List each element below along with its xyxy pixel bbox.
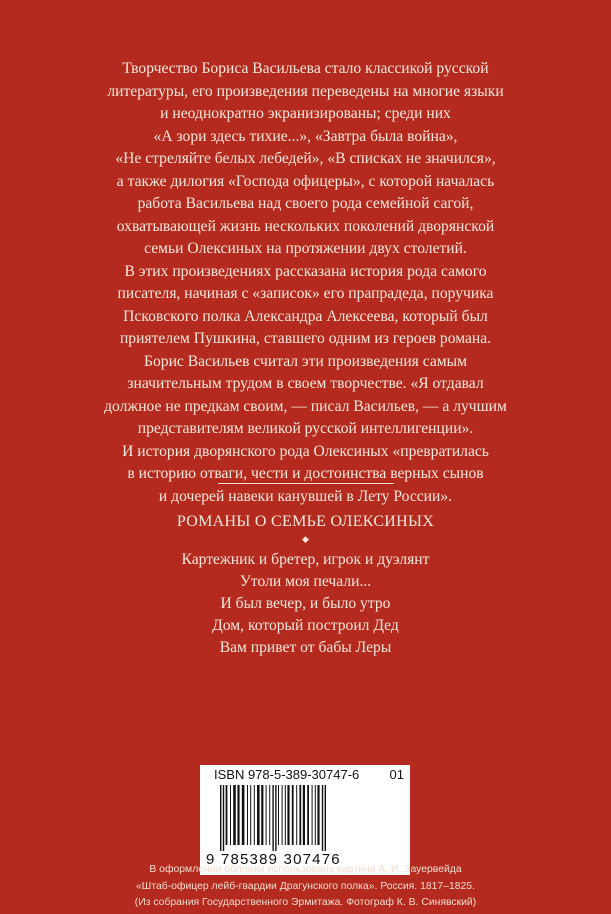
annotation-line: значительным трудом в своем творчестве. «Я отдавал (127, 375, 484, 392)
annotation-line: Творчество Бориса Васильева стало классикой русской (122, 60, 489, 77)
isbn-addon: 01 (389, 767, 404, 782)
annotation-line: писателя, начиная с «записок» его прапрадеда, поручика (117, 285, 494, 302)
credit-line: (Из собрания Государственного Эрмитажа. Фотограф К. В. Синявский) (134, 897, 477, 908)
annotation-line: «А зори здесь тихие...», «Завтра была война», (153, 127, 458, 145)
cover-credits (0, 862, 611, 912)
novel-title: Картежник и бретер, игрок и дуэлянт (181, 551, 430, 568)
annotation-line: работа Васильева над своего рода семейной сагой, (137, 195, 474, 212)
annotation-line: и дочерей навеки канувшей в Лету России». (158, 487, 453, 505)
barcode-digits: 9 785389 307476 (206, 851, 341, 868)
isbn-line (214, 767, 404, 782)
novel-title: И был вечер, и было утро (220, 595, 391, 612)
novel-title: Вам привет от бабы Леры (219, 639, 392, 656)
series-title: РОМАНЫ О СЕМЬЕ ОЛЕКСИНЫХ (176, 513, 435, 530)
barcode-icon (216, 785, 406, 851)
annotation-line: должное не предкам своим, — писал Васильев, — а лучшим (104, 397, 507, 415)
annotation-line: в историю отваги, чести и достоинства верных сынов (127, 465, 484, 482)
diamond-icon: ◆ (302, 534, 309, 544)
novel-title: Дом, который построил Дед (212, 617, 399, 634)
annotation-text (60, 58, 551, 508)
annotation-line: охватывающей жизнь нескольких поколений дворянской (116, 217, 495, 235)
annotation-line: В этих произведениях рассказана история рода самого (124, 262, 487, 280)
annotation-line: представителям великой русской интеллигенции». (137, 420, 474, 437)
novel-title: Утоли моя печали... (239, 573, 372, 590)
annotation-line: литературы, его произведения переведены на многие языки (107, 82, 504, 100)
annotation-line: Борис Васильев считал эти произведения самым (144, 352, 467, 370)
isbn-number: ISBN 978-5-389-30747-6 (214, 767, 360, 782)
barcode-label (200, 765, 410, 875)
credit-line: «Штаб-офицер лейб-гвардии Драгунского полка». Россия. 1817–1825. (136, 880, 475, 892)
credit-line: В оформлении обложки использована картина А. И. Зауервейда (149, 864, 462, 875)
annotation-line: а также дилогия «Господа офицеры», с которой началась (116, 172, 495, 190)
annotation-line: приятелем Пушкина, ставшего одним из героев романа. (119, 330, 492, 347)
section-divider (218, 483, 394, 484)
annotation-line: И история дворянского рода Олексиных «превратилась (122, 442, 489, 460)
novel-list (0, 549, 611, 659)
annotation-line: Псковского полка Александра Алексеева, который был (123, 307, 488, 325)
annotation-line: семьи Олексиных на протяжении двух столетий. (144, 240, 467, 257)
annotation-line: и неоднократно экранизированы; среди них (160, 105, 451, 122)
annotation-line: «Не стреляйте белых лебедей», «В списках не значился», (115, 150, 496, 167)
